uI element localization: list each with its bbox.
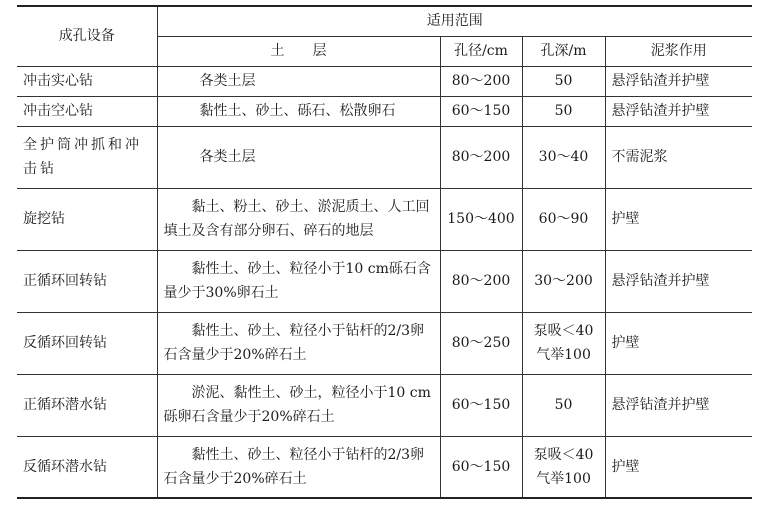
cell-mud: 悬浮钻渣并护壁	[605, 66, 752, 96]
cell-diameter: 150～400	[440, 188, 522, 250]
cell-device: 冲击实心钻	[17, 66, 157, 96]
table-row	[17, 96, 752, 126]
depth-line-pump: 泵吸＜40	[533, 323, 594, 339]
cell-soil: 各类土层	[157, 66, 440, 96]
header-scope: 适用范围	[157, 6, 752, 36]
cell-mud: 护壁	[605, 188, 752, 250]
cell-mud: 不需泥浆	[605, 126, 752, 188]
cell-mud: 护壁	[605, 312, 752, 374]
cell-soil: 黏土、粉土、砂土、淤泥质土、人工回填土及含有部分卵石、碎石的地层	[157, 188, 440, 250]
cell-depth: 50	[522, 66, 605, 96]
header-mud: 泥浆作用	[605, 36, 752, 66]
cell-device: 反循环回转钻	[17, 312, 157, 374]
cell-depth: 50	[522, 96, 605, 126]
cell-device: 全护筒冲抓和冲击钻	[17, 126, 157, 188]
header-row-1	[17, 6, 752, 36]
cell-mud: 护壁	[605, 436, 752, 498]
header-soil: 土 层	[157, 36, 440, 66]
cell-depth: 50	[522, 374, 605, 436]
cell-diameter: 60～150	[440, 96, 522, 126]
cell-mud: 悬浮钻渣并护壁	[605, 250, 752, 312]
table-row	[17, 66, 752, 96]
cell-soil: 黏性土、砂土、砾石、松散卵石	[157, 96, 440, 126]
cell-depth	[522, 312, 605, 374]
cell-depth: 60～90	[522, 188, 605, 250]
table-row	[17, 250, 752, 312]
cell-mud: 悬浮钻渣并护壁	[605, 374, 752, 436]
cell-soil: 淤泥、黏性土、砂土，粒径小于10 cm砾卵石含量少于20%碎石土	[157, 374, 440, 436]
header-device: 成孔设备	[17, 6, 157, 66]
header-depth: 孔深/m	[522, 36, 605, 66]
table-row	[17, 126, 752, 188]
cell-diameter: 80～250	[440, 312, 522, 374]
cell-soil: 黏性土、砂土、粒径小于钻杆的2/3卵石含量少于20%碎石土	[157, 312, 440, 374]
cell-device: 正循环潜水钻	[17, 374, 157, 436]
table-row	[17, 374, 752, 436]
cell-soil: 黏性土、砂土、粒径小于10 cm砾石含量少于30%卵石土	[157, 250, 440, 312]
cell-device: 旋挖钻	[17, 188, 157, 250]
cell-depth	[522, 436, 605, 498]
table-row	[17, 436, 752, 498]
cell-device: 反循环潜水钻	[17, 436, 157, 498]
depth-line-pump: 泵吸＜40	[533, 446, 594, 463]
cell-mud: 悬浮钻渣并护壁	[605, 96, 752, 126]
depth-line-airlift: 气举100	[536, 347, 591, 363]
cell-depth: 30～200	[522, 250, 605, 312]
cell-diameter: 80～200	[440, 250, 522, 312]
cell-device: 正循环回转钻	[17, 250, 157, 312]
table-row	[17, 312, 752, 374]
cell-diameter: 80～200	[440, 66, 522, 96]
cell-diameter: 80～200	[440, 126, 522, 188]
drilling-equipment-table	[17, 5, 752, 499]
cell-device: 冲击空心钻	[17, 96, 157, 126]
cell-diameter: 60～150	[440, 374, 522, 436]
cell-soil: 黏性土、砂土、粒径小于钻杆的2/3卵石含量少于20%碎石土	[157, 436, 440, 498]
cell-diameter: 60～150	[440, 436, 522, 498]
header-diameter: 孔径/cm	[440, 36, 522, 66]
depth-line-airlift: 气举100	[536, 470, 591, 487]
table-row	[17, 188, 752, 250]
cell-depth: 30～40	[522, 126, 605, 188]
cell-soil: 各类土层	[157, 126, 440, 188]
